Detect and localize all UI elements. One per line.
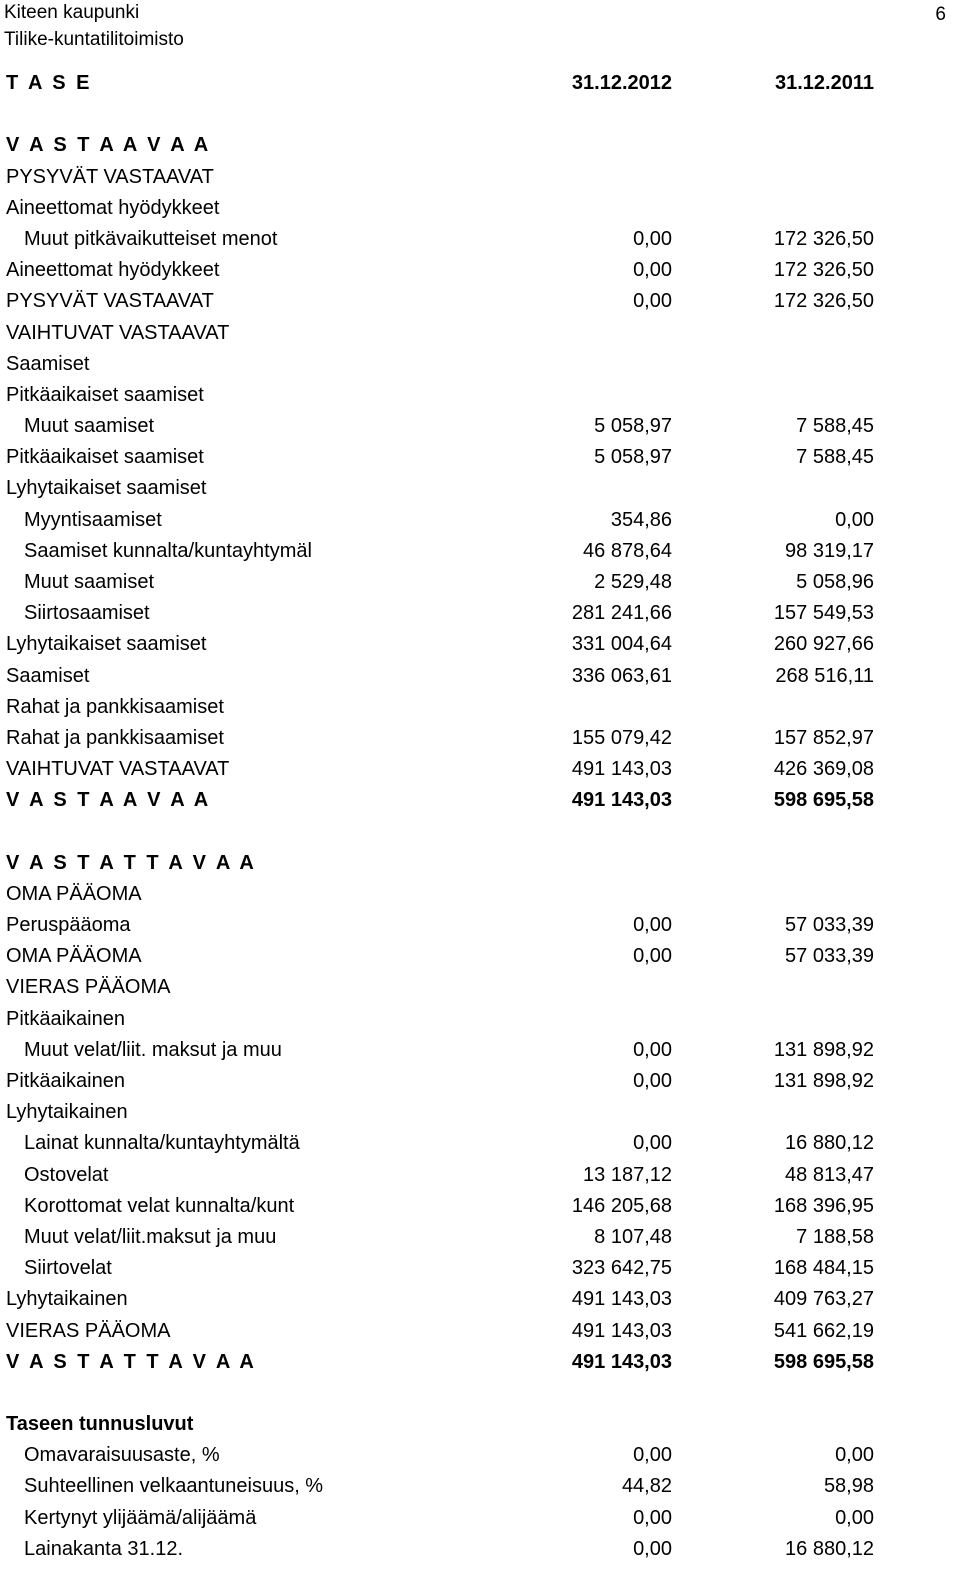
table-row xyxy=(0,910,960,941)
row-label: V A S T A T T A V A A xyxy=(6,1350,257,1373)
table-row xyxy=(0,1035,960,1066)
table-row xyxy=(0,1316,960,1347)
value-2012: 5 058,97 xyxy=(594,446,672,469)
value-2012: 0,00 xyxy=(633,259,672,282)
row-label: Pitkäaikaiset saamiset xyxy=(6,446,204,469)
table-row xyxy=(0,1128,960,1159)
row-label: Kertynyt ylijäämä/alijäämä xyxy=(24,1506,257,1529)
row-label: VAIHTUVAT VASTAAVAT xyxy=(6,758,230,781)
value-2011: 168 484,15 xyxy=(773,1257,874,1280)
table-row xyxy=(0,193,960,224)
spacer-row xyxy=(0,99,960,130)
row-label: Peruspääoma xyxy=(6,914,131,937)
table-row xyxy=(0,1534,960,1565)
row-label: Saamiset xyxy=(6,352,90,375)
table-row xyxy=(0,536,960,567)
value-2011: 58,98 xyxy=(823,1475,874,1498)
table-row xyxy=(0,130,960,161)
value-2012: 0,00 xyxy=(633,1038,672,1061)
table-row xyxy=(0,224,960,255)
table-row xyxy=(0,598,960,629)
row-label: Lainat kunnalta/kuntayhtymältä xyxy=(24,1132,300,1155)
value-2012: 0,00 xyxy=(633,290,672,313)
table-row xyxy=(0,1471,960,1502)
row-label: Muut velat/liit. maksut ja muu xyxy=(24,1038,282,1061)
table-row xyxy=(0,692,960,723)
value-2011: 5 058,96 xyxy=(796,571,874,593)
value-2011: 157 549,53 xyxy=(773,602,874,625)
row-label: VIERAS PÄÄOMA xyxy=(6,1319,171,1342)
row-label: Muut saamiset xyxy=(24,571,155,593)
row-label: Lyhytaikaiset saamiset xyxy=(6,477,207,500)
value-2012: 46 878,64 xyxy=(583,539,672,562)
value-2012: 44,82 xyxy=(621,1475,672,1498)
value-2011: 598 695,58 xyxy=(773,789,874,812)
value-2012: 336 063,61 xyxy=(571,664,672,687)
table-row xyxy=(0,1004,960,1035)
row-label: Lyhytaikaiset saamiset xyxy=(6,633,207,656)
value-2011: 131 898,92 xyxy=(773,1038,874,1061)
table-row xyxy=(0,1253,960,1284)
value-2011: 7 588,45 xyxy=(796,415,874,438)
table-row xyxy=(0,162,960,193)
value-2012: 0,00 xyxy=(633,227,672,250)
value-2012: 491 143,03 xyxy=(571,758,672,781)
department-name: Tilike-kuntatilitoimisto xyxy=(4,29,184,50)
value-2012: 8 107,48 xyxy=(594,1225,672,1248)
row-label: OMA PÄÄOMA xyxy=(6,882,142,905)
value-2011: 541 662,19 xyxy=(773,1319,874,1342)
row-label: Rahat ja pankkisaamiset xyxy=(6,695,224,718)
value-2012: 13 187,12 xyxy=(583,1163,672,1186)
row-label: Aineettomat hyödykkeet xyxy=(6,196,220,219)
table-row xyxy=(0,255,960,286)
value-2011: 157 852,97 xyxy=(773,726,874,749)
page-number: 6 xyxy=(935,4,946,25)
value-2011: 131 898,92 xyxy=(773,1070,874,1092)
value-2011: 172 326,50 xyxy=(773,290,874,313)
table-row xyxy=(0,411,960,442)
value-2012: 331 004,64 xyxy=(571,633,672,656)
value-2012: 0,00 xyxy=(633,1132,672,1155)
row-label: Pitkäaikainen xyxy=(6,1007,125,1030)
table-row xyxy=(0,972,960,1003)
row-label: Siirtosaamiset xyxy=(24,602,150,625)
table-row xyxy=(0,1409,960,1440)
row-label: Saamiset xyxy=(6,664,90,687)
table-row xyxy=(0,318,960,349)
table-row xyxy=(0,286,960,317)
value-2012: 281 241,66 xyxy=(571,602,672,625)
row-label: VIERAS PÄÄOMA xyxy=(6,976,171,999)
row-label: Lyhytaikainen xyxy=(6,1101,128,1124)
table-row xyxy=(0,1160,960,1191)
value-2012: 0,00 xyxy=(633,945,672,968)
value-2011: 0,00 xyxy=(835,508,874,531)
row-label: PYSYVÄT VASTAAVAT xyxy=(6,290,214,313)
row-label: Muut saamiset xyxy=(24,415,155,438)
table-row xyxy=(0,68,960,99)
row-label: Saamiset kunnalta/kuntayhtymäl xyxy=(24,539,312,562)
value-2011: 48 813,47 xyxy=(785,1163,874,1186)
value-2011: 0,00 xyxy=(835,1444,874,1467)
row-label: Myyntisaamiset xyxy=(24,508,162,531)
value-2012: 31.12.2012 xyxy=(571,72,672,94)
value-2011: 172 326,50 xyxy=(773,227,874,250)
value-2011: 57 033,39 xyxy=(785,914,874,937)
value-2011: 409 763,27 xyxy=(773,1288,874,1311)
table-row xyxy=(0,629,960,660)
value-2012: 491 143,03 xyxy=(571,789,672,812)
table-row xyxy=(0,848,960,879)
value-2011: 57 033,39 xyxy=(785,945,874,968)
table-row xyxy=(0,1066,960,1097)
value-2012: 323 642,75 xyxy=(571,1257,672,1280)
value-2011: 7 188,58 xyxy=(796,1225,874,1248)
table-row xyxy=(0,754,960,785)
value-2011: 98 319,17 xyxy=(785,539,874,562)
row-label: Siirtovelat xyxy=(24,1257,112,1280)
value-2012: 0,00 xyxy=(633,1444,672,1467)
row-label: Omavaraisuusaste, % xyxy=(24,1444,220,1467)
value-2012: 491 143,03 xyxy=(571,1350,672,1373)
row-label: Lyhytaikainen xyxy=(6,1288,128,1311)
table-row xyxy=(0,380,960,411)
value-2011: 16 880,12 xyxy=(785,1537,874,1560)
row-label: Lainakanta 31.12. xyxy=(24,1537,184,1560)
row-label: Ostovelat xyxy=(24,1163,109,1186)
table-row xyxy=(0,1503,960,1534)
row-label: Pitkäaikaiset saamiset xyxy=(6,383,204,406)
spacer-row xyxy=(0,1378,960,1409)
table-row xyxy=(0,1440,960,1471)
value-2012: 354,86 xyxy=(610,508,672,531)
row-label: T A S E xyxy=(6,72,93,94)
table-row xyxy=(0,1347,960,1378)
row-label: V A S T A A V A A xyxy=(6,134,211,157)
row-label: Korottomat velat kunnalta/kunt xyxy=(24,1194,295,1217)
value-2011: 7 588,45 xyxy=(796,446,874,469)
value-2011: 16 880,12 xyxy=(785,1132,874,1155)
table-row xyxy=(0,442,960,473)
value-2012: 5 058,97 xyxy=(594,415,672,438)
value-2012: 146 205,68 xyxy=(571,1194,672,1217)
row-label: Taseen tunnusluvut xyxy=(6,1413,194,1436)
spacer-row xyxy=(0,817,960,848)
table-row xyxy=(0,941,960,972)
value-2011: 168 396,95 xyxy=(773,1194,874,1217)
table-row xyxy=(0,879,960,910)
row-label: Pitkäaikainen xyxy=(6,1070,125,1092)
row-label: Aineettomat hyödykkeet xyxy=(6,259,220,282)
value-2011: 0,00 xyxy=(835,1506,874,1529)
row-label: Muut velat/liit.maksut ja muu xyxy=(24,1225,277,1248)
value-2012: 155 079,42 xyxy=(571,726,672,749)
value-2012: 2 529,48 xyxy=(594,571,672,593)
value-2011: 268 516,11 xyxy=(775,664,874,687)
table-row xyxy=(0,661,960,692)
value-2011: 31.12.2011 xyxy=(775,72,874,94)
value-2012: 0,00 xyxy=(633,914,672,937)
value-2012: 0,00 xyxy=(633,1537,672,1560)
table-row xyxy=(0,785,960,816)
value-2012: 0,00 xyxy=(633,1506,672,1529)
table-row xyxy=(0,1191,960,1222)
balance-sheet xyxy=(0,68,960,1565)
row-label: Muut pitkävaikutteiset menot xyxy=(24,227,278,250)
value-2011: 426 369,08 xyxy=(773,758,874,781)
value-2011: 260 927,66 xyxy=(773,633,874,656)
table-row xyxy=(0,1097,960,1128)
value-2012: 0,00 xyxy=(633,1070,672,1092)
row-label: OMA PÄÄOMA xyxy=(6,945,142,968)
row-label: VAIHTUVAT VASTAAVAT xyxy=(6,321,230,344)
value-2011: 172 326,50 xyxy=(773,259,874,282)
table-row xyxy=(0,1222,960,1253)
table-row xyxy=(0,723,960,754)
value-2012: 491 143,03 xyxy=(571,1288,672,1311)
table-row xyxy=(0,505,960,536)
row-label: Rahat ja pankkisaamiset xyxy=(6,726,224,749)
table-row xyxy=(0,473,960,504)
table-row xyxy=(0,1284,960,1315)
row-label: Suhteellinen velkaantuneisuus, % xyxy=(24,1475,324,1498)
row-label: PYSYVÄT VASTAAVAT xyxy=(6,165,214,188)
value-2011: 598 695,58 xyxy=(773,1350,874,1373)
value-2012: 491 143,03 xyxy=(571,1319,672,1342)
table-row xyxy=(0,349,960,380)
organization-name: Kiteen kaupunki xyxy=(4,2,140,23)
table-row xyxy=(0,567,960,598)
row-label: V A S T A T T A V A A xyxy=(6,851,257,874)
row-label: V A S T A A V A A xyxy=(6,789,211,812)
